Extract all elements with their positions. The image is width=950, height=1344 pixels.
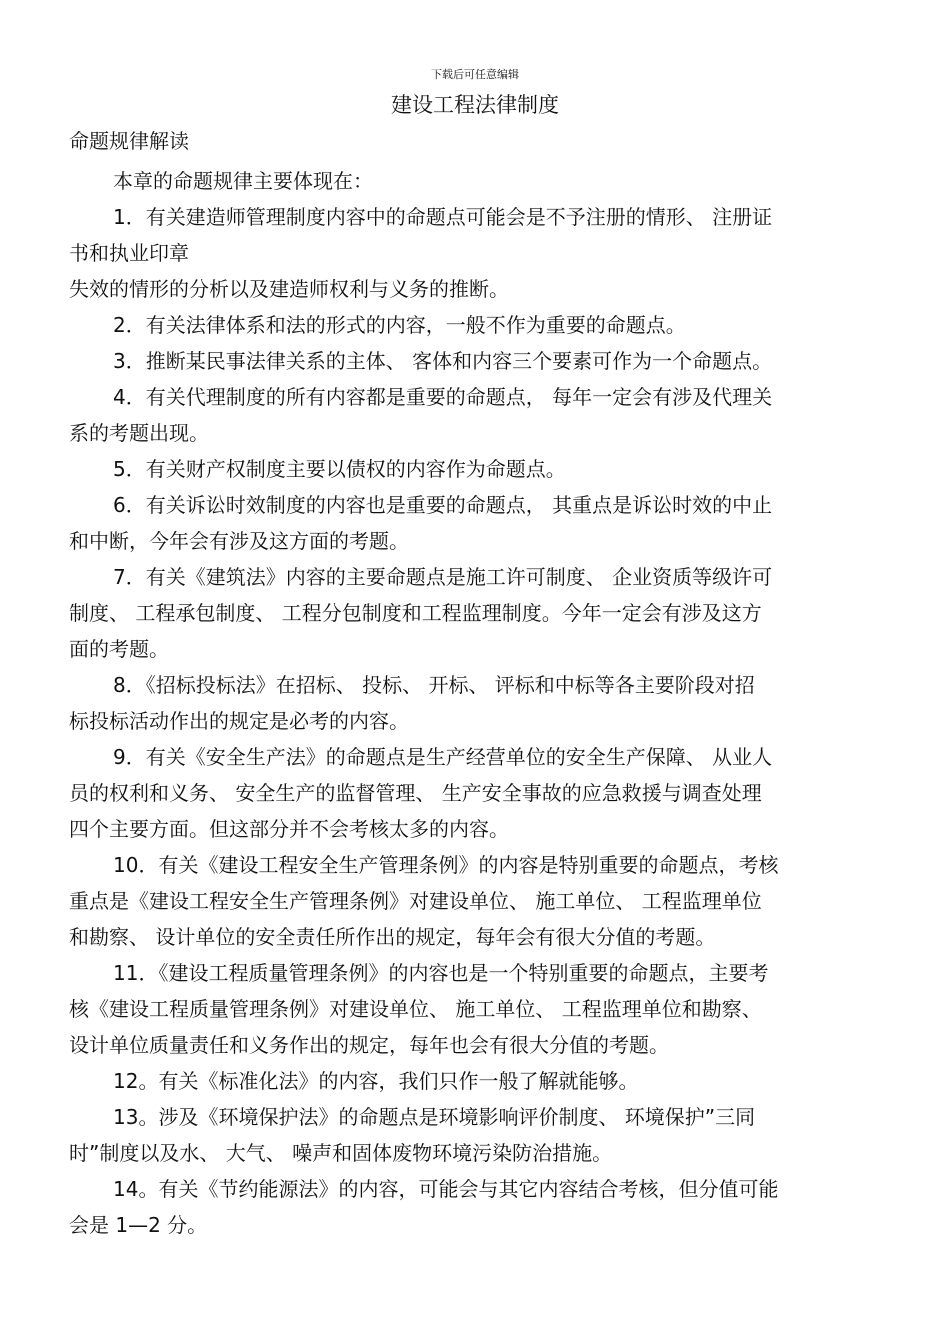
paragraph-line: 会是 1—2 分。 bbox=[69, 1213, 208, 1237]
paragraph-line: 四个主要方面。但这部分并不会考核太多的内容。 bbox=[69, 817, 509, 841]
paragraph-line: 书和执业印章 bbox=[69, 241, 189, 265]
paragraph-line: 核《建设工程质量管理条例》对建设单位、 施工单位、 工程监理单位和勘察、 bbox=[69, 997, 762, 1021]
paragraph-line: 失效的情形的分析以及建造师权利与义务的推断。 bbox=[69, 277, 509, 301]
paragraph-line: 10．有关《建设工程安全生产管理条例》的内容是特别重要的命题点，考核 bbox=[113, 853, 779, 877]
paragraph-line: 5．有关财产权制度主要以债权的内容作为命题点。 bbox=[113, 457, 566, 481]
paragraph-line: 制度、 工程承包制度、 工程分包制度和工程监理制度。今年一定会有涉及这方 bbox=[69, 601, 762, 625]
paragraph-line: 重点是《建设工程安全生产管理条例》对建设单位、 施工单位、 工程监理单位 bbox=[69, 889, 762, 913]
paragraph-line: 14。有关《节约能源法》的内容，可能会与其它内容结合考核，但分值可能 bbox=[113, 1177, 779, 1201]
section-title: 命题规律解读 bbox=[69, 129, 189, 153]
paragraph-line: 2．有关法律体系和法的形式的内容，一般不作为重要的命题点。 bbox=[113, 313, 686, 337]
paragraph-line: 6．有关诉讼时效制度的内容也是重要的命题点， 其重点是诉讼时效的中止 bbox=[113, 493, 773, 517]
editable-note: 下载后可任意编辑 bbox=[431, 68, 519, 81]
paragraph-line: 本章的命题规律主要体现在： bbox=[113, 169, 373, 193]
paragraph-line: 8．《招标投标法》在招标、 投标、 开标、 评标和中标等各主要阶段对招 bbox=[113, 673, 755, 697]
paragraph-line: 11．《建设工程质量管理条例》的内容也是一个特别重要的命题点，主要考 bbox=[113, 961, 769, 985]
paragraph-line: 4．有关代理制度的所有内容都是重要的命题点， 每年一定会有涉及代理关 bbox=[113, 385, 773, 409]
paragraph-line: 设计单位质量责任和义务作出的规定，每年也会有很大分值的考题。 bbox=[69, 1033, 669, 1057]
paragraph-line: 系的考题出现。 bbox=[69, 421, 209, 445]
paragraph-line: 1．有关建造师管理制度内容中的命题点可能会是不予注册的情形、 注册证 bbox=[113, 205, 773, 229]
paragraph-line: 和中断，今年会有涉及这方面的考题。 bbox=[69, 529, 409, 553]
paragraph-line: 时”制度以及水、 大气、 噪声和固体废物环境污染防治措施。 bbox=[69, 1141, 613, 1165]
paragraph-line: 和勘察、 设计单位的安全责任所作出的规定，每年会有很大分值的考题。 bbox=[69, 925, 716, 949]
paragraph-line: 9．有关《安全生产法》的命题点是生产经营单位的安全生产保障、 从业人 bbox=[113, 745, 773, 769]
paragraph-line: 12。有关《标准化法》的内容，我们只作一般了解就能够。 bbox=[113, 1069, 639, 1093]
document-title: 建设工程法律制度 bbox=[391, 93, 559, 117]
paragraph-line: 13。涉及《环境保护法》的命题点是环境影响评价制度、 环境保护”三同 bbox=[113, 1105, 756, 1129]
document-body bbox=[69, 163, 883, 1243]
paragraph-line: 面的考题。 bbox=[69, 637, 169, 661]
paragraph-line: 7．有关《建筑法》内容的主要命题点是施工许可制度、 企业资质等级许可 bbox=[113, 565, 773, 589]
paragraph-line: 3．推断某民事法律关系的主体、 客体和内容三个要素可作为一个命题点。 bbox=[113, 349, 773, 373]
paragraph-line: 员的权利和义务、 安全生产的监督管理、 生产安全事故的应急救援与调查处理 bbox=[69, 781, 762, 805]
paragraph-line: 标投标活动作出的规定是必考的内容。 bbox=[69, 709, 409, 733]
